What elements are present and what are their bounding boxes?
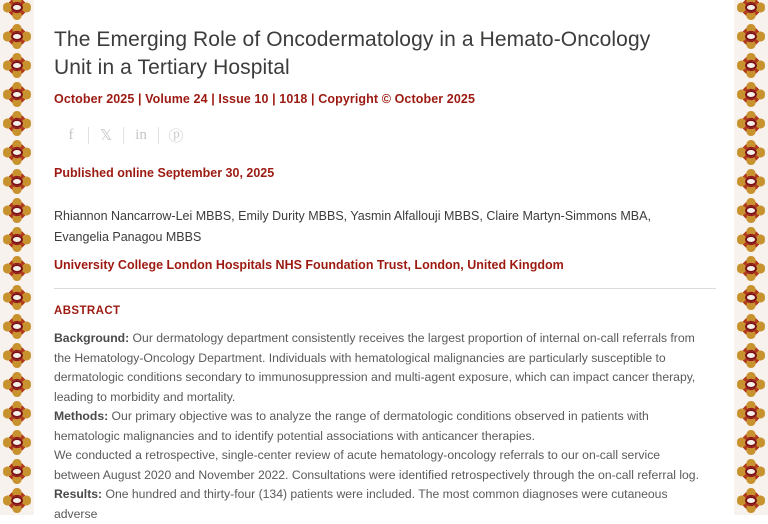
page-title: The Emerging Role of Oncodermatology in a Hemato-Oncology Unit in a Tertiary Hospital [54,28,651,79]
abstract-text: Our dermatology department consistently receives the largest proportion of internal on-call referrals from the Hematology-Oncology Department. Individuals with hematological malignancies are particularly susceptible to dermatologic conditions secondary to immunosuppression and multi-agent exposure, which can impact cancer therapy, leading to morbidity and mortality. [54,331,696,404]
abstract-body [54,329,700,524]
left-border-motif-column [0,0,34,515]
abstract-label-results: Results: [54,487,103,501]
border-motif [0,226,34,253]
border-motif [0,23,34,50]
decorative-left-border [0,0,34,515]
border-motif [0,487,34,514]
abstract-text: One hundred and thirty-four (134) patients were included. The most common diagnoses were cutaneous adverse [54,487,668,521]
abstract-text: We conducted a retrospective, single-center review of acute hematology-oncology referrals to our on-call service between August 2020 and November 2022. Consultations were identified retrospectively through the on-call referral log. [54,448,699,482]
border-motif [734,342,768,369]
border-motif [734,400,768,427]
border-motif [734,52,768,79]
border-motif [0,139,34,166]
abstract-paragraph [54,446,700,485]
border-motif [0,371,34,398]
border-motif [0,313,34,340]
abstract-paragraph [54,485,700,524]
facebook-icon[interactable]: f [68,126,74,143]
border-motif [0,197,34,224]
border-motif [734,371,768,398]
border-motif [734,487,768,514]
border-motif [0,429,34,456]
pinterest-icon[interactable]: ⓟ [168,128,184,145]
border-motif [734,110,768,137]
issue-copyright-line: October 2025 | Volume 24 | Issue 10 | 1018 | Copyright © October 2025 [54,92,476,106]
border-motif [734,429,768,456]
border-motif [0,342,34,369]
published-date: Published online September 30, 2025 [54,166,275,180]
abstract-label-background: Background: [54,331,130,345]
border-motif [734,458,768,485]
border-motif [734,23,768,50]
x-twitter-icon[interactable]: 𝕏 [99,127,113,144]
border-motif [0,284,34,311]
border-motif [0,52,34,79]
border-motif [0,458,34,485]
border-motif [0,168,34,195]
border-motif [734,313,768,340]
article-page [34,0,734,521]
border-motif [734,226,768,253]
social-share-row [54,120,700,150]
border-motif [734,0,768,21]
border-motif [734,284,768,311]
border-motif [734,168,768,195]
border-motif [0,110,34,137]
abstract-paragraph [54,329,700,407]
border-motif [734,81,768,108]
border-motif [734,255,768,282]
border-motif [0,255,34,282]
border-motif [734,139,768,166]
section-divider [54,288,716,289]
abstract-text: Our primary objective was to analyze the range of dermatologic conditions observed in patients with hematologic malignancies and to identify potential associations with anticancer therapies. [54,409,649,443]
border-motif [734,197,768,224]
abstract-heading: ABSTRACT [54,305,121,317]
right-border-motif-column [734,0,768,515]
border-motif [0,0,34,21]
border-motif [0,400,34,427]
affiliation: University College London Hospitals NHS Foundation Trust, London, United Kingdom [54,258,564,272]
author-list: Rhiannon Nancarrow-Lei MBBS, Emily Durity MBBS, Yasmin Alfallouji MBBS, Claire Martyn-Simmons MBA, Evangelia Panagou MBBS [54,209,651,244]
linkedin-icon[interactable]: in [135,126,147,143]
decorative-right-border [734,0,768,515]
border-motif [0,81,34,108]
abstract-paragraph [54,407,700,446]
abstract-label-methods: Methods: [54,409,109,423]
